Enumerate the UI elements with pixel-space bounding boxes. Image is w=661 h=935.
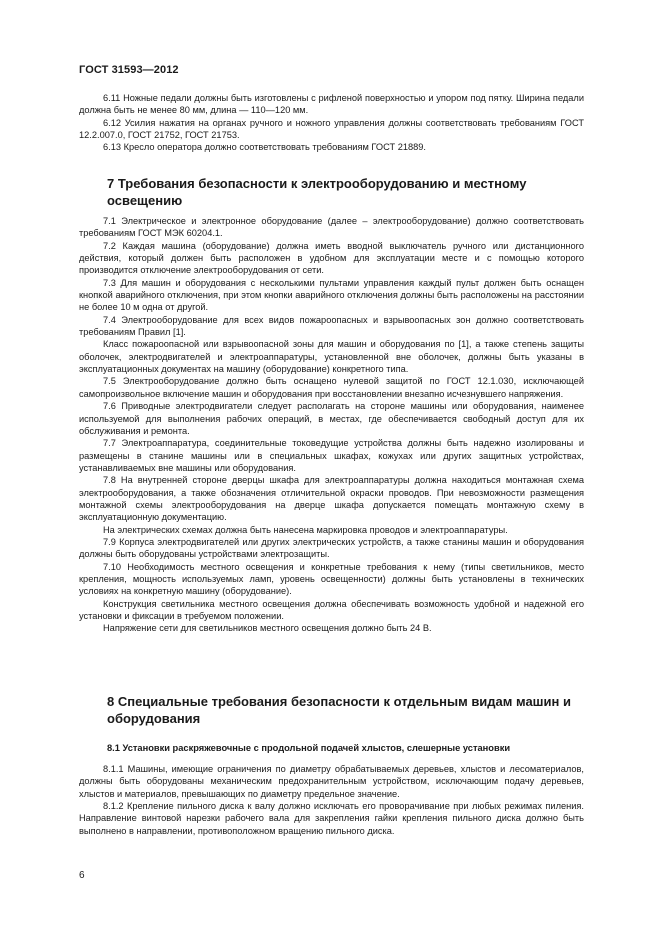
paragraph-7-9: 7.9 Корпуса электродвигателей или других электрических устройств, а также станины машин и оборудования должны быть оборудованы устройствами электрозащиты. [79, 536, 584, 560]
paragraph-7-8-marking: На электрических схемах должна быть нанесена маркировка проводов и электроаппаратуры. [103, 524, 508, 535]
paragraph-7-10: 7.10 Необходимость местного освещения и конкретные требования к нему (типы светильников, место крепления, мощность используемых ламп, уровень освещенности) должны быть установлены в технических условиях на конкретную машину (оборудование). [79, 561, 584, 597]
paragraph-7-6: 7.6 Приводные электродвигатели следует располагать на стороне машины или оборудования, наименее используемой для выполнения рабочих операций, в местах, где обеспечивается свободный доступ для их обслуживания и ремонта. [79, 401, 584, 436]
paragraph-7-10-voltage: Напряжение сети для светильников местного освещения должно быть 24 В. [103, 623, 432, 634]
paragraph-8-1-2: 8.1.2 Крепление пильного диска к валу должно исключать его проворачивание при любых режимах пиления. Направление винтовой нарезки рабочего вала для закрепления гайки крепления пильного диска должно быть выполнено в направлении, противоположном вращению пильного диска. [79, 801, 584, 836]
paragraph-6-11: 6.11 Ножные педали должны быть изготовлены с рифленой поверхностью и упором под пятку. Ширина педали должна быть не менее 80 мм, длина — 110—120 мм. [79, 93, 584, 116]
paragraph-7-3: 7.3 Для машин и оборудования с несколькими пультами управления каждый пульт должен быть оснащен кнопкой аварийного отключения, при этом кнопки аварийного отключения должны быть расположены на расстоянии не более 10 м одна от другой. [79, 277, 584, 313]
paragraph-7-2: 7.2 Каждая машина (оборудование) должна иметь вводной выключатель ручного или дистанционного действия, который должен быть расположен в удобном для эксплуатации месте и с помощью которого производится отключение электрооборудования от сети. [79, 240, 584, 276]
section-7-heading: 7 Требования безопасности к электрооборудованию и местному освещению [107, 176, 527, 208]
paragraph-6-12: 6.12 Усилия нажатия на органах ручного и ножного управления должны соответствовать требованиям ГОСТ 12.2.007.0, ГОСТ 21752, ГОСТ 21753. [79, 117, 584, 141]
section-8-heading: 8 Специальные требования безопасности к отдельным видам машин и оборудования [107, 694, 571, 726]
document-id-header: ГОСТ 31593—2012 [79, 64, 179, 76]
paragraph-block-8 [79, 763, 584, 837]
paragraph-7-4: 7.4 Электрооборудование для всех видов пожароопасных и взрывоопасных зон должно соответствовать требованиям Правил [1]. [79, 314, 584, 338]
paragraph-7-1: 7.1 Электрическое и электронное оборудование (далее – электрооборудование) должно соответствовать требованиям ГОСТ МЭК 60204.1. [79, 216, 584, 239]
subsection-8-1-heading: 8.1 Установки раскряжевочные с продольной подачей хлыстов, слешерные установки [107, 743, 511, 753]
paragraph-7-5: 7.5 Электрооборудование должно быть оснащено нулевой защитой по ГОСТ 12.1.030, исключающей самопроизвольное включение машин и оборудования при восстановлении внезапно исчезнувшего напряжения. [79, 376, 584, 399]
paragraph-block-7 [79, 215, 584, 635]
paragraph-7-10-fixture: Конструкция светильника местного освещения должна обеспечивать возможность удобной и надежной его установки и фиксации в требуемом положении. [79, 598, 584, 621]
paragraph-7-4-class: Класс пожароопасной или взрывоопасной зоны для машин и оборудования по [1], а также степень защиты оболочек, электродвигателей и электроаппаратуры, установленной вне оболочек, должны быть указаны в эксплуатационных документах на машину (оборудование) конкретного типа. [79, 339, 584, 375]
paragraph-6-13: 6.13 Кресло оператора должно соответствовать требованиям ГОСТ 21889. [103, 142, 426, 153]
paragraph-8-1-1: 8.1.1 Машины, имеющие ограничения по диаметру обрабатываемых деревьев, хлыстов и лесоматериалов, должны быть оборудованы механическим предохранительным устройством, исключающим подачу деревьев, хлыстов и материалов, превышающих по диаметру предельное значение. [79, 764, 584, 799]
page-number: 6 [79, 870, 85, 881]
paragraph-7-8: 7.8 На внутренней стороне дверцы шкафа для электроаппаратуры должна находиться монтажная схема электрооборудования, а также обозначения отличительной окраски проводов. При невозможности размещения монтажной схемы электрооборудования на дверце шкафа допускается помещать монтажную схему в эксплуатационную документацию. [79, 475, 584, 523]
paragraph-7-7: 7.7 Электроаппаратура, соединительные токоведущие устройства должны быть надежно изолированы и размещены в станине машины или в специальных шкафах, кожухах или других защитных устройствах, устанавливаемых вне машины или оборудования. [79, 438, 584, 473]
paragraph-block-6 [79, 92, 584, 154]
